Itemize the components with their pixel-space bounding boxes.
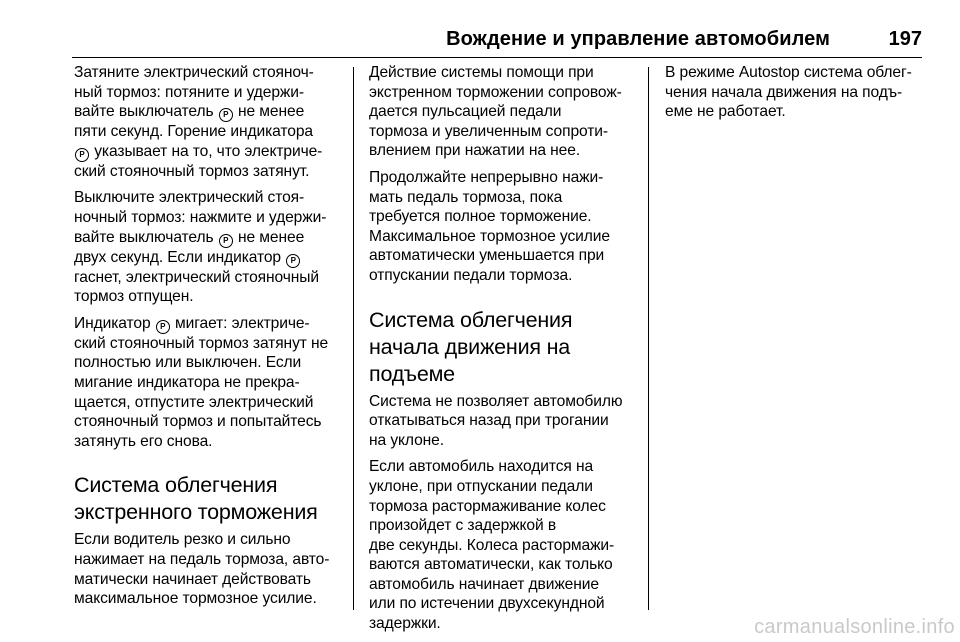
header-title: Вождение и управление автомобилем — [446, 28, 830, 50]
parking-brake-indicator-icon: P — [286, 254, 300, 268]
column-separator — [353, 67, 354, 610]
paragraph-apply-brake: Затяните электрический стояноч- ный тормоз: потяните и удержи- вайте выключатель P не менее пяти секунд. Горение индикатора P указывает на то, что электриче- ский стояночный тормоз затянут. — [74, 64, 323, 180]
parking-brake-indicator-icon: P — [75, 148, 89, 162]
paragraph-hill-release-delay: Если автомобиль находится на уклоне, при отпускании педали тормоза растормаживание колес произойдет с задержкой в две секунды. Колеса растормажи- ваются автоматически, как только автомобиль начинает движение или по истечении двухсекундной задержки. — [369, 458, 615, 633]
paragraph-hill-rollback: Система не позволяет автомобилю откатываться назад при трогании на уклоне. — [369, 392, 623, 449]
column-2 — [369, 63, 637, 641]
page-number: 197 — [888, 28, 922, 50]
paragraph-autostop: В режиме Autostop система облег- чения начала движения на подъ- еме не работает. — [665, 64, 912, 121]
column-3 — [665, 63, 933, 129]
parking-brake-indicator-icon: P — [219, 234, 233, 248]
parking-brake-indicator-icon: P — [156, 320, 170, 334]
paragraph-release-brake: Выключите электрический стоя- ночный тормоз: нажмите и удержи- вайте выключатель P не менее двух секунд. Если индикатор P гаснет, электрический стояночный тормоз отпущен. — [74, 189, 327, 306]
parking-brake-indicator-icon: P — [219, 108, 233, 122]
paragraph-continue-braking: Продолжайте непрерывно нажи- мать педаль тормоза, пока требуется полное торможение. Максимальное тормозное усилие автоматически уменьшается при отпускании педали тормоза. — [369, 168, 610, 284]
column-1 — [74, 63, 342, 616]
section-heading-hill-start-assist: Система облегчения начала движения на подъеме — [369, 307, 573, 386]
paragraph-brake-pulsation: Действие системы помощи при экстренном торможении сопровож- дается пульсацией педали тормоза и увеличенным сопроти- влением при нажатии на нее. — [369, 64, 622, 160]
paragraph-indicator-flashing: Индикатор P мигает: электриче- ский стояночный тормоз затянут не полностью или выключен. Если мигание индикатора не прекра- щается, отпустите электрический стояночный тормоз и попытайтесь затянуть его снова. — [74, 314, 329, 450]
watermark: carmanualsonline.info — [754, 616, 955, 638]
section-heading-emergency-brake-assist: Система облегчения экстренного торможения — [74, 473, 318, 525]
column-separator — [648, 67, 649, 610]
paragraph-emergency-brake: Если водитель резко и сильно нажимает на педаль тормоза, авто- матически начинает действовать максимальное тормозное усилие. — [74, 531, 330, 608]
page-header — [72, 0, 922, 58]
